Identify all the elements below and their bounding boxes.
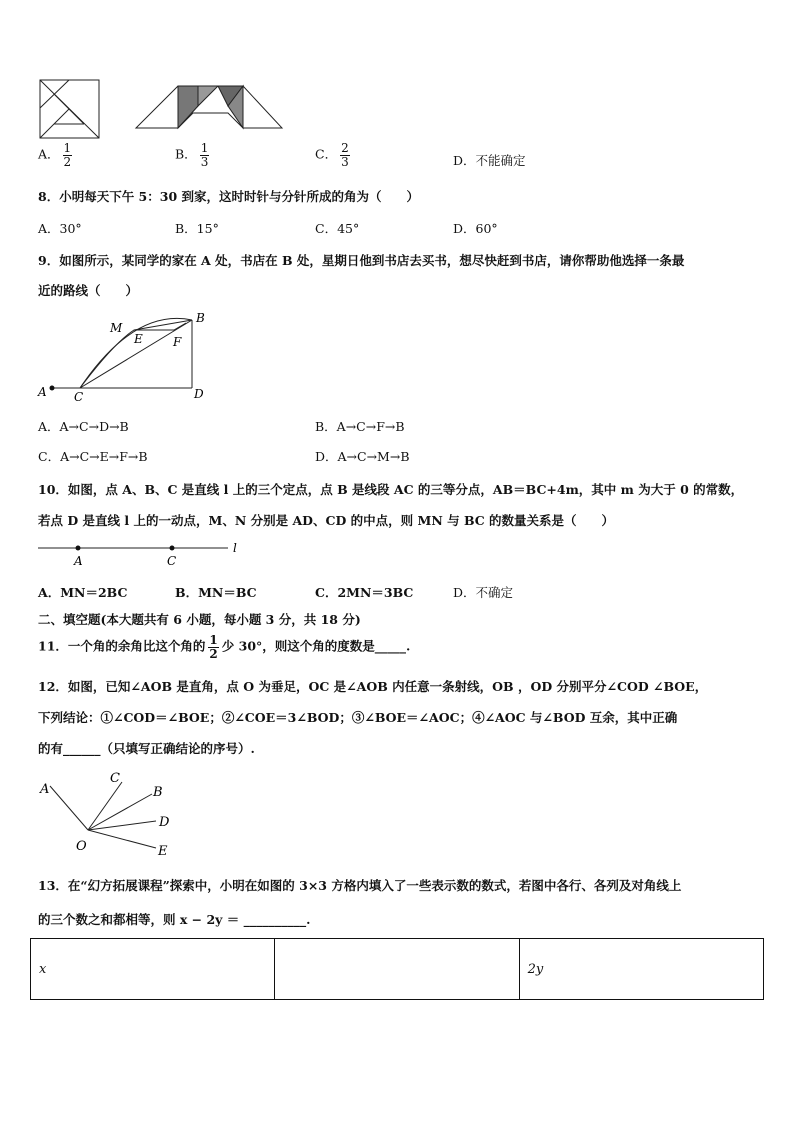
q9-label-e: E	[134, 332, 143, 346]
q13-line1: 13．在“幻方拓展课程”探索中，小明在如图的 3×3 方格内填入了一些表示数的数式，若图中各行、各列及对角线上	[38, 878, 682, 893]
q12-label-c: C	[110, 771, 120, 786]
q7-square-figure	[40, 80, 99, 138]
magic-cell-2y: 2y	[519, 939, 763, 1000]
q9-stem-line2: 近的路线（ ）	[38, 283, 139, 298]
fraction: $\frac{1}{2}$	[209, 633, 218, 661]
q8-stem: 8．小明每天下午 5：30 到家，这时时针与分针所成的角为（ ）	[38, 189, 419, 204]
q9-label-d: D	[194, 387, 204, 401]
q7-figures	[38, 78, 288, 140]
q9-label-f: F	[173, 335, 182, 349]
q9-option-c[interactable]: C．A→C→E→F→B	[38, 449, 148, 464]
section-heading: 二、填空题(本大题共有 6 小题，每小题 3 分，共 18 分)	[38, 612, 361, 627]
q12-figure	[36, 766, 186, 858]
q12-label-a: A	[40, 782, 50, 797]
q8-option-c[interactable]: C．45°	[315, 221, 360, 236]
q9-option-d[interactable]: D．A→C→M→B	[315, 449, 410, 464]
q12-label-e: E	[158, 844, 168, 858]
q9-label-b: B	[196, 311, 205, 325]
q10-option-b[interactable]: B．MN＝BC	[175, 585, 257, 600]
q10-stem-line1: 10．如图，点 A、B、C 是直线 l 上的三个定点，点 B 是线段 AC 的三等分点，AB＝BC+4m，其中 m 为大于 0 的常数，	[38, 482, 744, 497]
q9-label-a: A	[38, 385, 47, 399]
magic-cell-empty	[275, 939, 519, 1000]
magic-square-table	[30, 938, 764, 1000]
q11-stem: 11．一个角的余角比这个角的 $\frac{1}{2}$ 少 30°，则这个角的度数是_____.	[38, 633, 411, 661]
q12-line2: 下列结论：①∠COD＝∠BOE；②∠COE＝3∠BOD；③∠BOE＝∠AOC；④∠AOC 与∠BOD 互余，其中正确	[38, 710, 678, 725]
q9-label-c: C	[74, 390, 84, 403]
q9-figure	[34, 308, 224, 403]
q12-label-b: B	[153, 785, 163, 800]
q7-option-a[interactable]: A． $\frac{1}{2}$	[38, 141, 72, 169]
q7-option-b[interactable]: B． $\frac{1}{3}$	[175, 141, 209, 169]
q10-option-d[interactable]: D．不确定	[453, 585, 514, 600]
q9-label-m: M	[110, 321, 123, 335]
q10-label-l: l	[233, 541, 237, 555]
q10-stem-line2: 若点 D 是直线 l 上的一动点，M、N 分别是 AD、CD 的中点，则 MN 与 BC 的数量关系是（ ）	[38, 513, 615, 528]
q7-bridge-figure	[136, 86, 282, 128]
q8-option-d[interactable]: D．60°	[453, 221, 498, 236]
q8-option-b[interactable]: B．15°	[175, 221, 219, 236]
q9-stem-line1: 9．如图所示，某同学的家在 A 处，书店在 B 处，星期日他到书店去买书，想尽快赶到书店，请你帮助他选择一条最	[38, 253, 685, 268]
q9-option-b[interactable]: B．A→C→F→B	[315, 419, 405, 434]
fraction: $\frac{1}{2}$	[63, 141, 72, 169]
magic-cell-x: x	[31, 939, 275, 1000]
fraction: $\frac{2}{3}$	[341, 141, 349, 169]
q13-line2: 的三个数之和都相等，则 x − 2y ＝ __________.	[38, 912, 311, 927]
q9-option-a[interactable]: A．A→C→D→B	[38, 419, 129, 434]
table-row	[31, 939, 764, 1000]
fraction: $\frac{1}{3}$	[200, 141, 209, 169]
q10-figure	[36, 538, 246, 568]
q12-label-o: O	[76, 839, 87, 854]
q10-label-a: A	[74, 554, 83, 568]
q7-option-d[interactable]: D．不能确定	[453, 153, 526, 168]
q12-line3: 的有______（只填写正确结论的序号）.	[38, 741, 255, 756]
q10-option-a[interactable]: A．MN＝2BC	[38, 585, 128, 600]
q7-option-c[interactable]: C． $\frac{2}{3}$	[315, 141, 349, 169]
q12-label-d: D	[159, 815, 170, 830]
q12-line1: 12．如图，已知∠AOB 是直角，点 O 为垂足，OC 是∠AOB 内任意一条射线，OB ，OD 分别平分∠COD ∠BOE，	[38, 679, 708, 694]
q10-label-c: C	[167, 554, 177, 568]
q8-option-a[interactable]: A．30°	[38, 221, 82, 236]
q10-option-c[interactable]: C．2MN＝3BC	[315, 585, 414, 600]
